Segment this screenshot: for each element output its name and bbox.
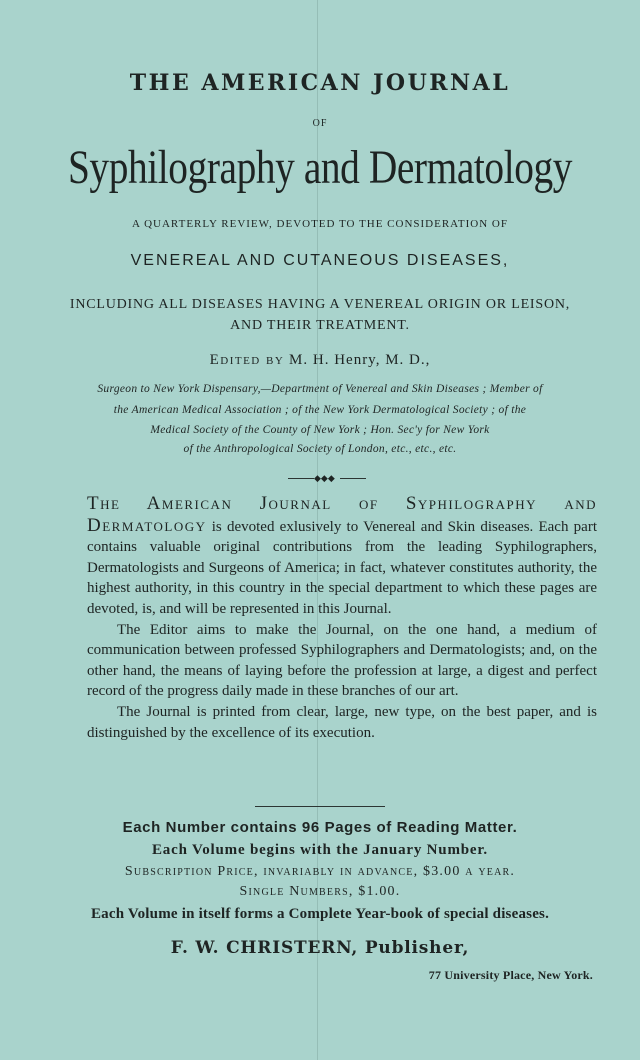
- diseases-line: VENEREAL AND CUTANEOUS DISEASES,: [130, 252, 510, 269]
- editor-credentials-line: the American Medical Association ; of the New York Dermatological Society ; of the: [113, 404, 527, 416]
- including-line-2: AND THEIR TREATMENT.: [230, 318, 410, 333]
- editor-credentials-line: Medical Society of the County of New York ; Hon. Sec'y for New York: [150, 424, 490, 436]
- journal-title-of: OF: [312, 118, 328, 129]
- year-book-line: Each Volume in itself forms a Complete Year-book of special diseases.: [90, 906, 550, 922]
- ornament-rule-right: [340, 478, 366, 479]
- description-body: [87, 494, 597, 743]
- journal-name-lead: The American Journal of Syphilography and Dermatology: [87, 493, 597, 536]
- subscription-price-line: Subscription Price, invariably in advance, $3.00 a year.: [124, 864, 516, 879]
- ornament-rule-left: [288, 478, 314, 479]
- description-paragraph-1: [87, 494, 597, 620]
- editor-name: M. H. Henry, M. D.,: [289, 352, 431, 368]
- pages-per-number-line: Each Number contains 96 Pages of Reading Matter.: [122, 819, 518, 836]
- editor-credentials-line: of the Anthropological Society of London, etc., etc., etc.: [183, 443, 457, 455]
- volume-begins-line: Each Volume begins with the January Number.: [152, 842, 488, 858]
- ornament-divider: [0, 472, 640, 484]
- edited-by-label: Edited by: [209, 352, 285, 368]
- section-divider: [255, 806, 385, 807]
- publisher-name: F. W. CHRISTERN, Publisher,: [170, 938, 470, 958]
- journal-title: THE AMERICAN JOURNAL: [129, 70, 511, 96]
- diamond-ornament-icon: ◆◆◆: [314, 473, 335, 483]
- description-paragraph-2: The Editor aims to make the Journal, on the one hand, a medium of communication between professed Syphilographers and Dermatologists; and, on the other hand, the means of laying before the profession at large, a digest and perfect record of the progress daily made in these branches of our art.: [87, 621, 597, 700]
- journal-main-title: Syphilography and Dermatology: [67, 141, 573, 194]
- description-paragraph-3: The Journal is printed from clear, large, new type, on the best paper, and is distinguished by the excellence of its execution.: [87, 703, 597, 741]
- review-line: A QUARTERLY REVIEW, DEVOTED TO THE CONSIDERATION OF: [132, 218, 508, 230]
- single-numbers-line: Single Numbers, $1.00.: [239, 884, 401, 899]
- editor-line: [0, 352, 640, 369]
- editor-credentials-line: Surgeon to New York Dispensary,—Department of Venereal and Skin Diseases ; Member of: [97, 383, 543, 395]
- including-line-1: INCLUDING ALL DISEASES HAVING A VENEREAL ORIGIN OR LEISON,: [69, 297, 571, 312]
- publisher-address: 77 University Place, New York.: [428, 968, 593, 982]
- paragraph-1-text: is devoted exlusively to Venereal and Skin diseases. Each part contains valuable original contributions from the leading Syphilographers, Dermatologists and Surgeons of America; in fact, whatever constitutes authority, the highest authority, in this country in the special department to which these pages are devoted, is, and will be represented in this Journal.: [87, 518, 597, 617]
